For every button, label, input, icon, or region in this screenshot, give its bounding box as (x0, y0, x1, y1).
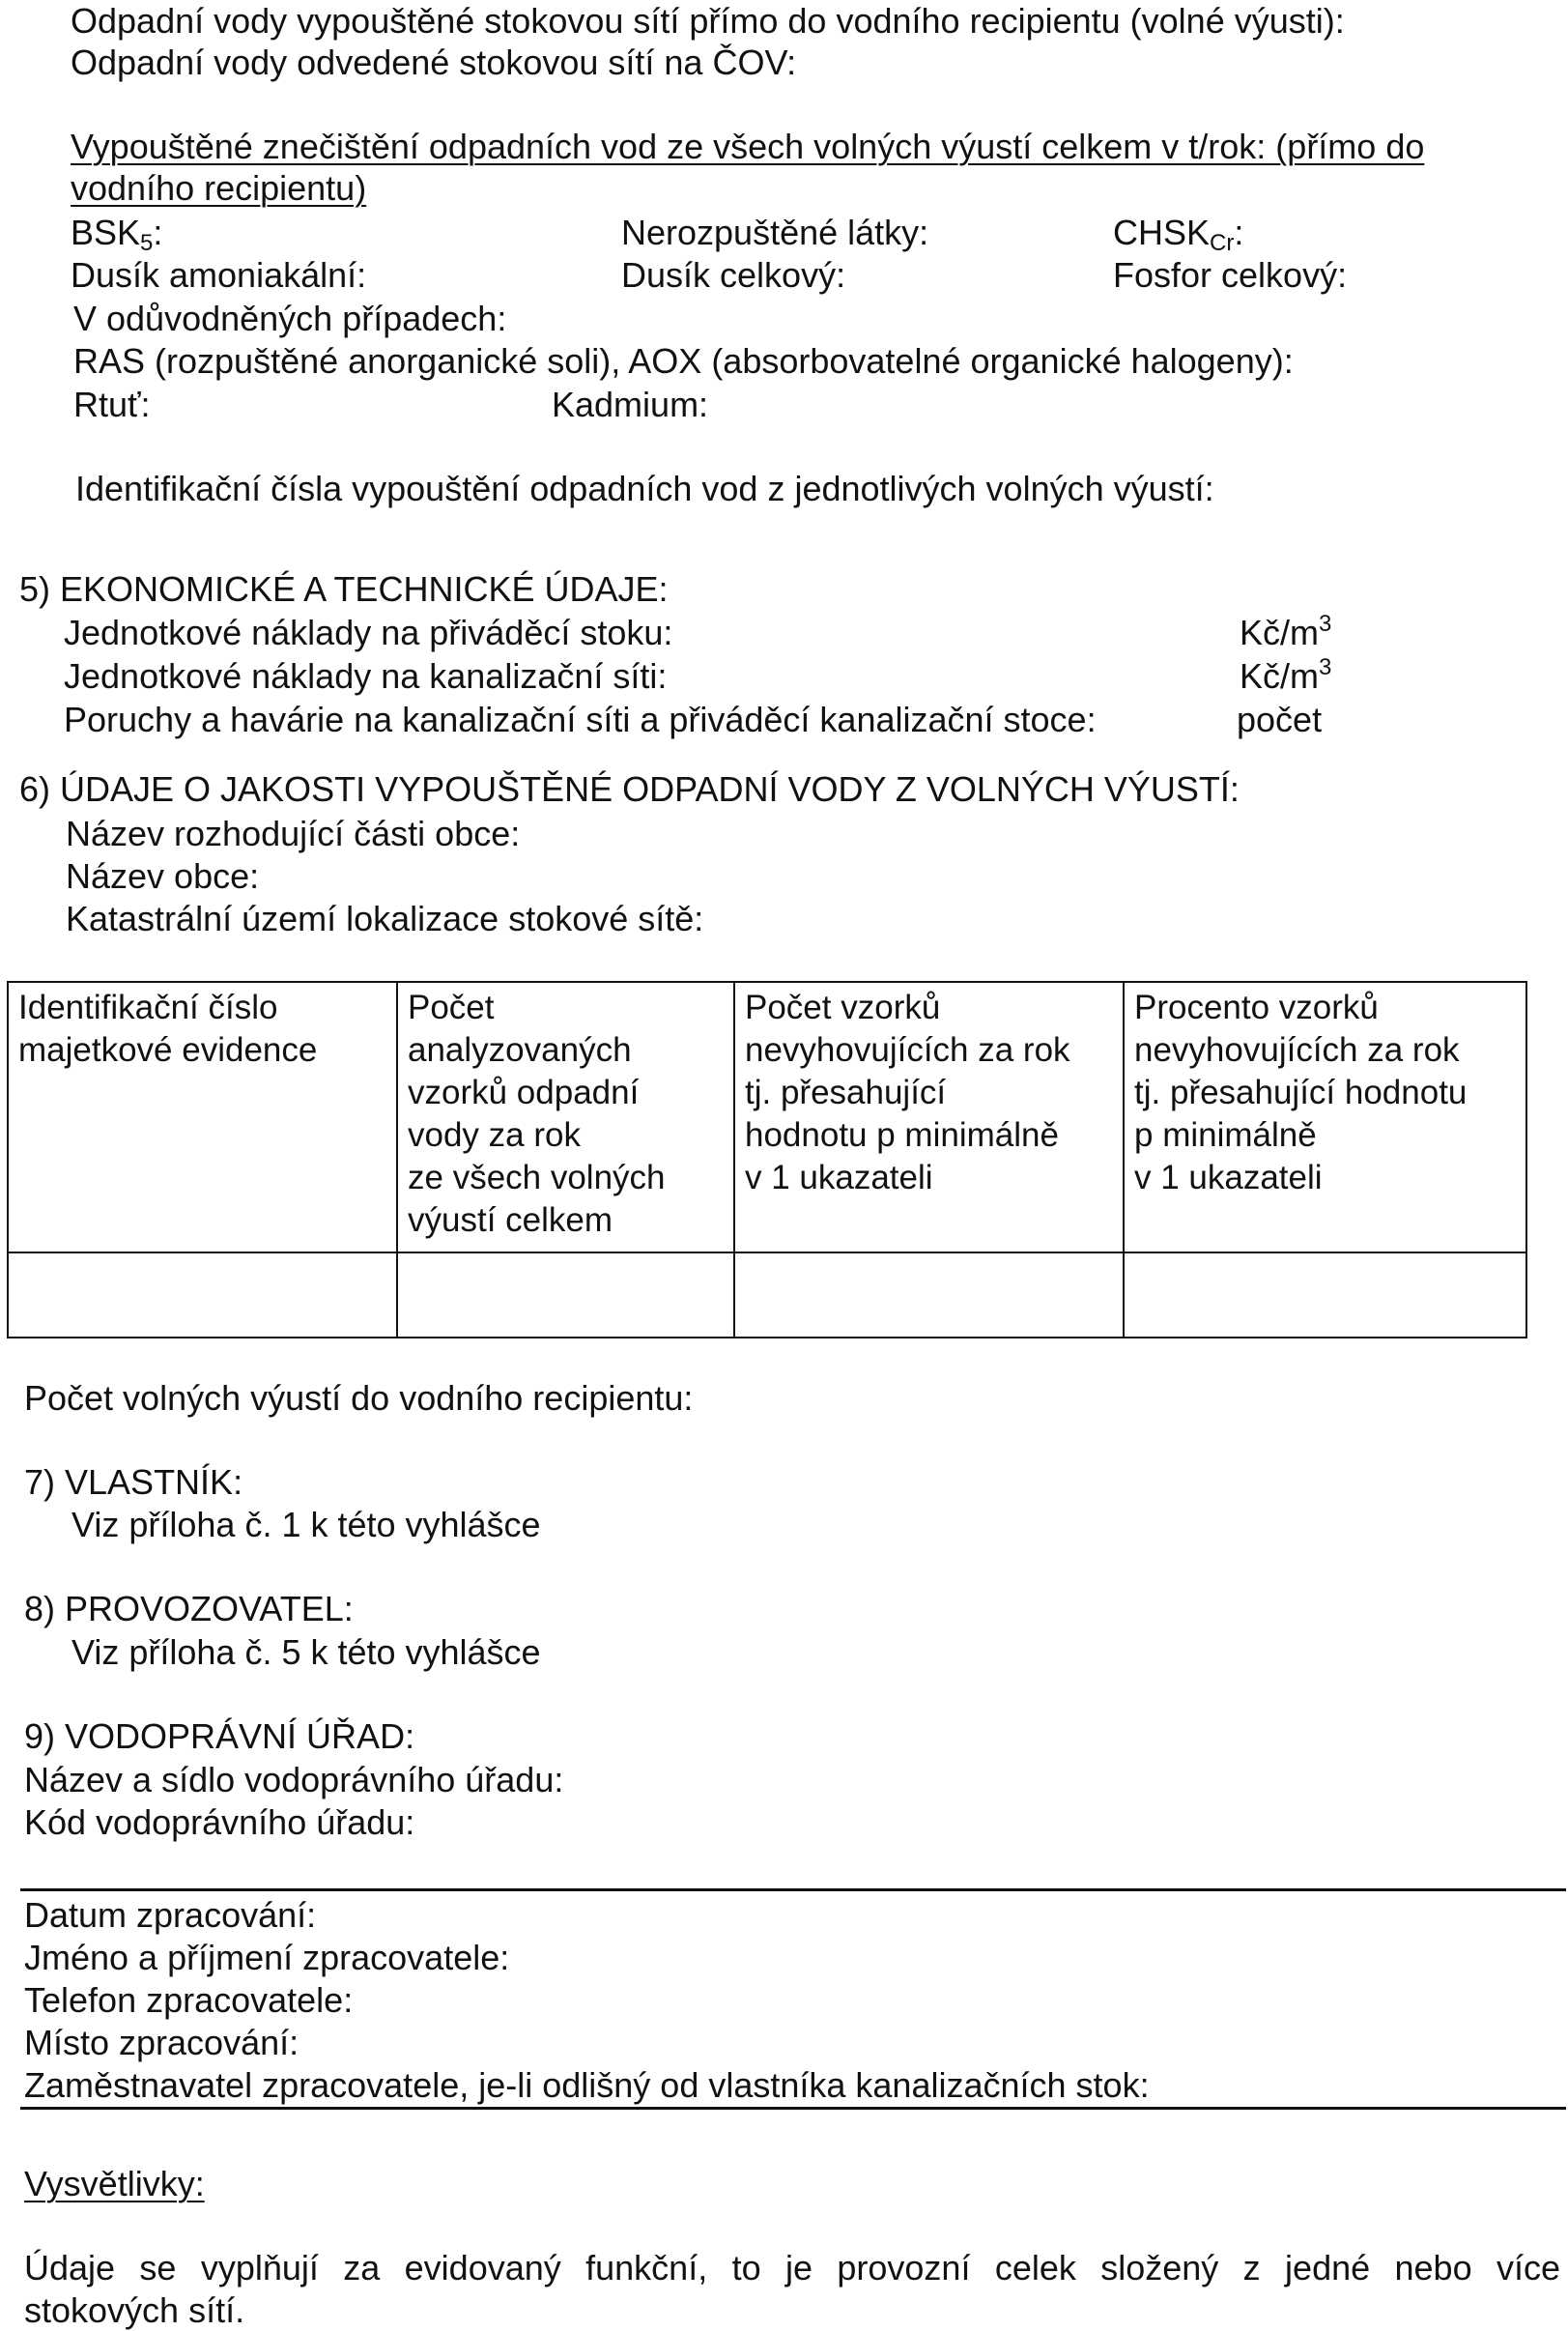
chsk-text: CHSK (1113, 213, 1211, 252)
header-line: tj. přesahující (745, 1074, 947, 1111)
footer-zamestnavatel: Zaměstnavatel zpracovatele, je-li odlišný od vlastníka kanalizačních stok: (24, 2065, 1150, 2105)
section7-line: Viz příloha č. 1 k této vyhlášce (71, 1505, 541, 1544)
header-noncompliant-count (734, 982, 1124, 1252)
section5-row2-unit (1240, 655, 1331, 697)
section5-row3-label: Poruchy a havárie na kanalizační síti a přiváděcí kanalizační stoce: (64, 700, 1097, 739)
quality-table (7, 981, 1527, 1338)
bsk-text: BSK (71, 213, 141, 252)
header-identification (8, 982, 397, 1252)
cell-noncompliant-count[interactable] (734, 1252, 1124, 1338)
oduvodnene-label: V odůvodněných případech: (73, 299, 507, 338)
row1-unit-superscript: 3 (1319, 611, 1332, 637)
notes-line2: stokových sítí. (24, 2290, 245, 2330)
header-noncompliant-percent (1124, 982, 1526, 1252)
footer-top-rule (20, 1888, 1566, 1891)
table-data-row (8, 1252, 1526, 1338)
section6-line1: Název rozhodující části obce: (66, 814, 521, 853)
footer-datum: Datum zpracování: (24, 1895, 317, 1935)
section5-title: 5) EKONOMICKÉ A TECHNICKÉ ÚDAJE: (19, 569, 669, 609)
header-line: Procento vzorků (1134, 989, 1379, 1026)
section6-line2: Název obce: (66, 856, 260, 896)
section6-line3: Katastrální území lokalizace stokové sítě: (66, 899, 704, 938)
header-line: ze všech volných (408, 1159, 666, 1196)
header-line: výustí celkem (408, 1201, 613, 1239)
dusik-celkovy-label: Dusík celkový: (621, 255, 846, 295)
identification-line: Identifikační čísla vypouštění odpadních vod z jednotlivých volných výustí: (75, 469, 1214, 508)
ras-aox-label: RAS (rozpuštěné anorganické soli), AOX (absorbovatelné organické halogeny): (73, 341, 1294, 381)
section8-line: Viz příloha č. 5 k této vyhlášce (71, 1632, 541, 1672)
cell-identification[interactable] (8, 1252, 397, 1338)
footer-misto: Místo zpracování: (24, 2023, 299, 2062)
header-line: majetkové evidence (18, 1031, 318, 1069)
header-line: analyzovaných (408, 1031, 632, 1069)
header-sample-count (397, 982, 734, 1252)
header-line: nevyhovujících za rok (1134, 1031, 1460, 1069)
fosfor-celkovy-label: Fosfor celkový: (1113, 255, 1348, 295)
header-line: p minimálně (1134, 1116, 1317, 1154)
direct-discharge-line: Odpadní vody vypouštěné stokovou sítí přímo do vodního recipientu (volné výusti): (71, 1, 1345, 41)
section8-title: 8) PROVOZOVATEL: (24, 1589, 354, 1628)
header-line: v 1 ukazateli (745, 1159, 933, 1196)
section6-title: 6) ÚDAJE O JAKOSTI VYPOUŠTĚNÉ ODPADNÍ VODY Z VOLNÝCH VÝUSTÍ: (19, 769, 1240, 809)
row1-unit-text: Kč/m (1240, 613, 1320, 652)
bsk-label: $BSK_5$: (71, 213, 163, 256)
rtut-label: Rtuť: (73, 385, 151, 424)
section7-title: 7) VLASTNÍK: (24, 1462, 243, 1502)
section5-row2-label: Jednotkové náklady na kanalizační síti: (64, 656, 668, 696)
cell-sample-count[interactable] (397, 1252, 734, 1338)
row2-unit-text: Kč/m (1240, 656, 1320, 696)
row2-unit-superscript: 3 (1319, 654, 1332, 680)
header-line: Počet vzorků (745, 989, 941, 1026)
header-line: Počet (408, 989, 495, 1026)
bsk-subscript: 5 (140, 230, 154, 256)
footer-bottom-rule (20, 2107, 1566, 2110)
notes-heading: Vysvětlivky: (24, 2164, 205, 2203)
header-line: tj. přesahující hodnotu (1134, 1074, 1468, 1111)
header-line: Identifikační číslo (18, 989, 278, 1026)
notes-line1: Údaje se vyplňují za evidovaný funkční, to je provozní celek složený z jedné nebo více (24, 2248, 1560, 2288)
cell-noncompliant-percent[interactable] (1124, 1252, 1526, 1338)
pollution-heading-2: vodního recipientu) (71, 168, 367, 208)
header-line: vody za rok (408, 1116, 581, 1154)
section5-row1-unit (1240, 612, 1331, 653)
outlets-count-line: Počet volných výustí do vodního recipientu: (24, 1378, 694, 1418)
dusik-amoniakalni-label: Dusík amoniakální: (71, 255, 367, 295)
header-line: v 1 ukazateli (1134, 1159, 1323, 1196)
nerozpustene-label: Nerozpuštěné látky: (621, 213, 929, 252)
table-header-row (8, 982, 1526, 1252)
cov-discharge-line: Odpadní vody odvedené stokovou sítí na ČOV: (71, 43, 797, 82)
section9-title: 9) VODOPRÁVNÍ ÚŘAD: (24, 1716, 415, 1756)
footer-jmeno: Jméno a příjmení zpracovatele: (24, 1938, 510, 1977)
section5-row3-unit: počet (1237, 700, 1323, 739)
section5-row1-label: Jednotkové náklady na přiváděcí stoku: (64, 613, 673, 652)
section9-line2: Kód vodoprávního úřadu: (24, 1802, 415, 1842)
header-line: vzorků odpadní (408, 1074, 640, 1111)
kadmium-label: Kadmium: (552, 385, 709, 424)
chsk-label: $CHSK_{Cr}$: (1113, 213, 1244, 256)
section9-line1: Název a sídlo vodoprávního úřadu: (24, 1760, 564, 1799)
header-line: hodnotu p minimálně (745, 1116, 1059, 1154)
footer-telefon: Telefon zpracovatele: (24, 1980, 354, 2020)
header-line: nevyhovujících za rok (745, 1031, 1070, 1069)
pollution-heading-1: Vypouštěné znečištění odpadních vod ze všech volných výustí celkem v t/rok: (přímo do (71, 127, 1425, 166)
chsk-subscript: Cr (1210, 230, 1235, 256)
